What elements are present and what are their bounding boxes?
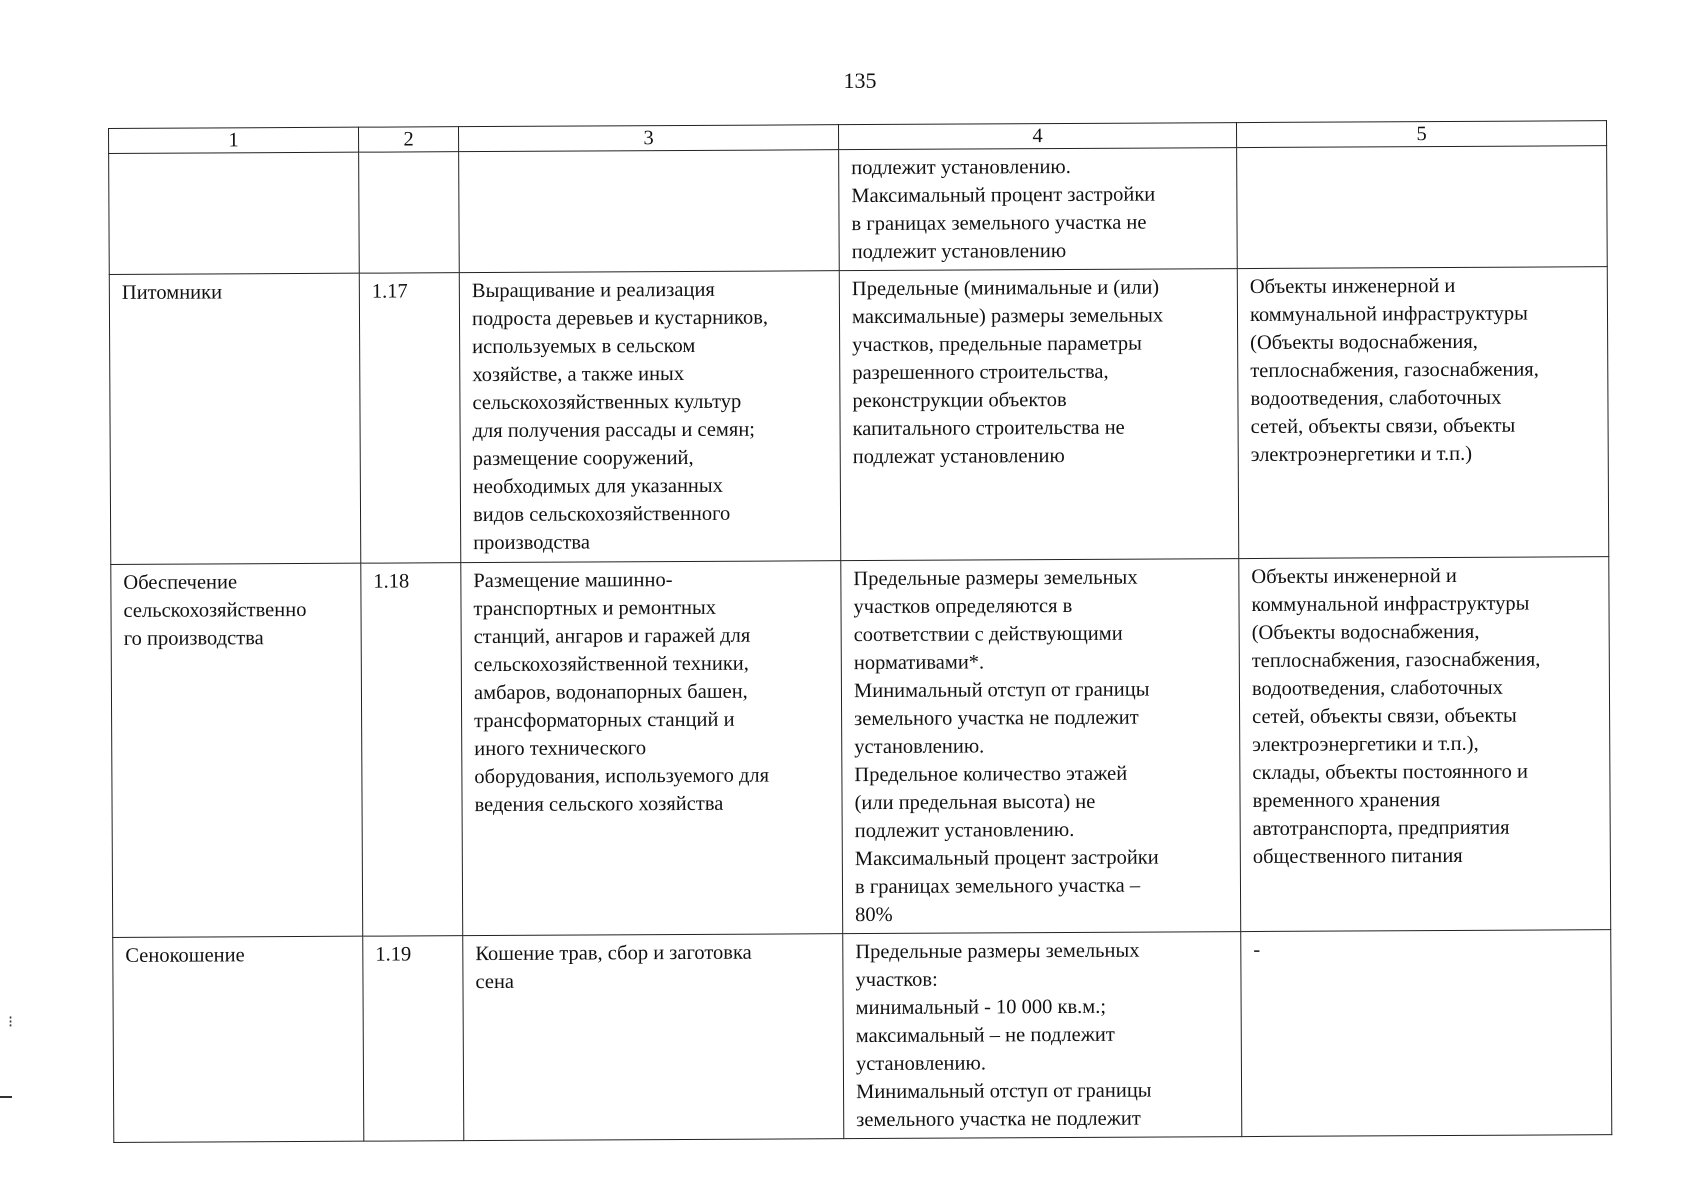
cell-description (461, 561, 843, 936)
text-line: водоотведения, слаботочных (1251, 676, 1503, 701)
text-line: Сенокошение (125, 944, 245, 967)
table-row (109, 146, 1608, 275)
cell-parameters (839, 269, 1239, 561)
text-line: го производства (123, 627, 264, 650)
cell-name (113, 936, 364, 1142)
cell-parameters (843, 932, 1242, 1139)
text-line: подлежит установлению. (854, 818, 1075, 843)
text-line: хозяйстве, а также иных (472, 362, 685, 387)
text-line: иного технического (474, 737, 647, 761)
text-line: Кошение трав, сбор и заготовка (475, 941, 752, 966)
cell-parameters (839, 148, 1238, 271)
cell-name (111, 563, 363, 937)
text-line: склады, объекты постоянного и (1252, 760, 1528, 785)
text-line: Максимальный процент застройки (851, 183, 1156, 208)
text-line: Выращивание и реализация (471, 278, 715, 303)
margin-rule (0, 1096, 12, 1098)
text-line: земельного участка не подлежит (854, 706, 1139, 731)
text-line: сельскохозяйственно (123, 598, 307, 622)
text-line: Предельные размеры земельных (855, 939, 1140, 964)
text-line: капитального строительства не (852, 416, 1125, 441)
text-line: размещение сооружений, (472, 446, 694, 471)
text-line: амбаров, водонапорных башен, (473, 680, 748, 705)
text-line: коммунальной инфраструктуры (1249, 302, 1528, 327)
text-line: участков, предельные параметры (852, 332, 1142, 357)
text-line: автотранспорта, предприятия (1252, 816, 1510, 841)
text-line: подлежит установлению (851, 239, 1067, 264)
text-line: сетей, объекты связи, объекты (1252, 704, 1517, 729)
cell-code: 1.18 (361, 563, 463, 937)
text-line: сетей, объекты связи, объекты (1250, 414, 1516, 439)
text-line: в границах земельного участка – (854, 874, 1141, 899)
cell-name (109, 152, 360, 274)
text-line: соответствии с действующими (853, 622, 1123, 647)
text-line: временного хранения (1252, 789, 1441, 813)
cell-parameters (841, 559, 1241, 934)
text-line: Размещение машинно- (473, 569, 673, 593)
text-line: Минимальный отступ от границы (856, 1079, 1152, 1104)
cell-objects (1239, 557, 1611, 932)
table-row (113, 930, 1612, 1143)
text-line: в границах земельного участка не (851, 211, 1147, 236)
text-line: теплоснабжения, газоснабжения, (1251, 648, 1541, 673)
text-line: сельскохозяйственной техники, (473, 652, 749, 677)
table-row (111, 557, 1611, 938)
text-line: (Объекты водоснабжения, (1250, 330, 1478, 355)
text-line: производства (473, 531, 590, 555)
cell-code (359, 152, 460, 274)
text-line: трансформаторных станций и (474, 708, 735, 733)
text-line: Питомники (121, 281, 223, 304)
text-line: разрешенного строительства, (852, 360, 1109, 385)
text-line: используемых в сельском (472, 334, 696, 359)
text-line: коммунальной инфраструктуры (1251, 592, 1530, 617)
text-line: Предельное количество этажей (854, 762, 1128, 787)
text-line: электроэнергетики и т.п.), (1252, 732, 1479, 757)
cell-description (459, 150, 840, 273)
text-line: сельскохозяйственных культур (472, 390, 742, 415)
cell-objects (1241, 930, 1612, 1137)
text-line: (Объекты водоснабжения, (1251, 620, 1480, 645)
table-row (109, 267, 1608, 565)
text-line: участков: (855, 968, 938, 992)
text-line: (или предельная высота) не (854, 790, 1096, 815)
text-line: максимальный – не подлежит (855, 1023, 1115, 1048)
text-line: Предельные (минимальные и (или) (851, 276, 1160, 301)
text-line: установлению. (855, 1052, 986, 1076)
text-line: Предельные размеры земельных (853, 566, 1138, 591)
text-line: - (1253, 938, 1261, 962)
text-line: ведения сельского хозяйства (474, 792, 724, 817)
text-line: видов сельскохозяйственного (472, 502, 731, 527)
page-number: 135 (843, 68, 877, 93)
text-line: подроста деревьев и кустарников, (471, 306, 769, 331)
text-line: электроэнергетики и т.п.) (1250, 442, 1473, 467)
text-line: необходимых для указанных (472, 474, 723, 499)
text-line: подлежат установлению (852, 444, 1065, 469)
text-line: транспортных и ремонтных (473, 596, 717, 621)
text-line: минимальный - 10 000 кв.м.; (855, 995, 1107, 1020)
text-line: участков определяются в (853, 594, 1073, 619)
text-line: земельного участка не подлежит (856, 1107, 1141, 1132)
text-line: 80% (855, 903, 893, 927)
header-col-4: 4 (838, 123, 1236, 150)
cell-name (109, 273, 361, 564)
text-line: общественного питания (1252, 844, 1463, 869)
text-line: сена (475, 970, 515, 994)
cell-objects (1237, 146, 1608, 269)
text-line: для получения рассады и семян; (472, 418, 756, 443)
text-line: Максимальный процент застройки (854, 846, 1159, 871)
text-line: Минимальный отступ от границы (853, 678, 1150, 703)
cell-code: 1.19 (363, 936, 464, 1142)
text-line: Объекты инженерной и (1249, 274, 1456, 299)
text-line: оборудования, используемого для (474, 764, 770, 789)
text-line: реконструкции объектов (852, 388, 1067, 413)
margin-mark: ⁝ (8, 1014, 14, 1031)
text-line: Объекты инженерной и (1251, 564, 1457, 589)
land-use-table (108, 120, 1612, 1143)
text-line: Обеспечение (123, 571, 238, 594)
text-line: максимальные) размеры земельных (851, 304, 1164, 329)
text-line: теплоснабжения, газоснабжения, (1250, 358, 1539, 383)
header-col-5: 5 (1236, 121, 1606, 148)
cell-code: 1.17 (359, 273, 461, 564)
text-line: установлению. (854, 735, 985, 759)
header-col-3: 3 (458, 125, 838, 152)
header-col-1: 1 (109, 127, 359, 153)
text-line: водоотведения, слаботочных (1250, 386, 1502, 411)
cell-objects (1237, 267, 1609, 559)
cell-description (463, 934, 844, 1141)
text-line: подлежит установлению. (851, 155, 1071, 180)
header-col-2: 2 (358, 127, 458, 153)
cell-description (459, 271, 841, 563)
text-line: нормативами*. (853, 651, 985, 675)
text-line: станций, ангаров и гаражей для (473, 624, 751, 649)
